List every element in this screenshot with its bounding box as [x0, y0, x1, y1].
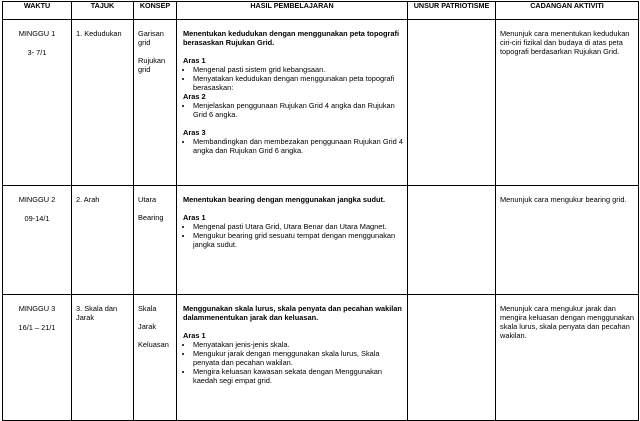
table-row — [3, 295, 639, 421]
tajuk-cell: 3. Skala dan Jarak — [72, 295, 134, 421]
header-row — [3, 2, 639, 20]
konsep-item: Rujukan grid — [138, 56, 166, 74]
konsep-item: Skala — [138, 304, 157, 313]
aktiviti-cell: Menunjuk cara mengukur bearing grid. — [496, 186, 639, 295]
konsep-item: Garisan grid — [138, 29, 164, 47]
table-row — [3, 20, 639, 186]
patriotisme-cell — [408, 20, 496, 186]
aras-label: Aras 3 — [183, 128, 206, 137]
list-item: • Mengenal pasti sistem grid kebangsaan. — [193, 65, 403, 74]
tajuk-cell: 2. Arah — [72, 186, 134, 295]
hasil-cell — [177, 186, 408, 295]
konsep-item: Jarak — [138, 322, 157, 331]
aras-label: Aras 1 — [183, 213, 206, 222]
waktu-cell — [3, 186, 72, 295]
aras-list — [183, 101, 403, 119]
aktiviti-cell: Menunjuk cara menentukan kedudukan ciri-ciri fizikal dan budaya di atas peta topografi berdasarkan Rujukan Grid. — [496, 20, 639, 186]
patriotisme-cell — [408, 186, 496, 295]
aktiviti-cell: Menunjuk cara mengukur jarak dan mengira keluasan dengan menggunakan skala lurus, skala penyata dan pecahan wakilan. — [496, 295, 639, 421]
week-label: MINGGU 2 — [18, 195, 56, 204]
week-dates: 16/1 – 21/1 — [18, 323, 56, 332]
list-item: • Menjelaskan penggunaan Rujukan Grid 4 angka dan Rujukan Grid 6 angka. — [193, 101, 403, 119]
table-row — [3, 186, 639, 295]
list-item: • Menyatakan kedudukan dengan menggunakan peta topografi berasaskan: — [193, 74, 403, 92]
aras-list — [183, 65, 403, 92]
konsep-cell — [134, 20, 177, 186]
header-tajuk: TAJUK — [72, 2, 134, 20]
aras-label: Aras 2 — [183, 92, 206, 101]
week-label: MINGGU 3 — [18, 304, 56, 313]
header-konsep: KONSEP — [134, 2, 177, 20]
konsep-item: Utara — [138, 195, 157, 204]
header-hasil-pembelajaran: HASIL PEMBELAJARAN — [177, 2, 408, 20]
week-dates: 09-14/1 — [24, 214, 50, 223]
list-item: • Membandingkan dan membezakan penggunaan Rujukan Grid 4 angka dan Rujukan Grid 6 angka. — [193, 137, 403, 155]
waktu-cell — [3, 295, 72, 421]
list-item: • Mengukur bearing grid sesuatu tempat dengan menggunakan jangka sudut. — [193, 231, 403, 249]
konsep-cell — [134, 186, 177, 295]
list-item: • Menyatakan jenis-jenis skala. — [193, 340, 403, 349]
konsep-item: Bearing — [138, 213, 164, 222]
week-label: MINGGU 1 — [18, 29, 56, 38]
patriotisme-cell — [408, 295, 496, 421]
lesson-plan-table — [2, 1, 639, 421]
list-item: • Mengira keluasan kawasan sekata dengan Menggunakan kaedah segi empat grid. — [193, 367, 403, 385]
list-item: • Mengukur jarak dengan menggunakan skala lurus, Skala penyata dan pecahan wakilan. — [193, 349, 403, 367]
hasil-heading: Menggunakan skala lurus, skala penyata dan pecahan wakilan dalammenentukan jarak dan keluasan. — [183, 304, 402, 322]
konsep-cell — [134, 295, 177, 421]
list-item: • Mengenal pasti Utara Grid, Utara Benar dan Utara Magnet. — [193, 222, 403, 231]
header-cadangan-aktiviti: CADANGAN AKTIVITI — [496, 2, 639, 20]
header-unsur-patriotisme: UNSUR PATRIOTISME — [408, 2, 496, 20]
hasil-cell — [177, 20, 408, 186]
hasil-cell — [177, 295, 408, 421]
konsep-item: Keluasan — [138, 340, 169, 349]
aras-label: Aras 1 — [183, 331, 206, 340]
aras-list — [183, 137, 403, 155]
tajuk-cell: 1. Kedudukan — [72, 20, 134, 186]
hasil-heading: Menentukan bearing dengan menggunakan jangka sudut. — [183, 195, 386, 204]
hasil-heading: Menentukan kedudukan dengan menggunakan peta topografi berasaskan Rujukan Grid. — [183, 29, 399, 47]
header-waktu: WAKTU — [3, 2, 72, 20]
aras-list — [183, 340, 403, 385]
aras-label: Aras 1 — [183, 56, 206, 65]
aras-list — [183, 222, 403, 249]
week-dates: 3- 7/1 — [27, 48, 47, 57]
waktu-cell — [3, 20, 72, 186]
